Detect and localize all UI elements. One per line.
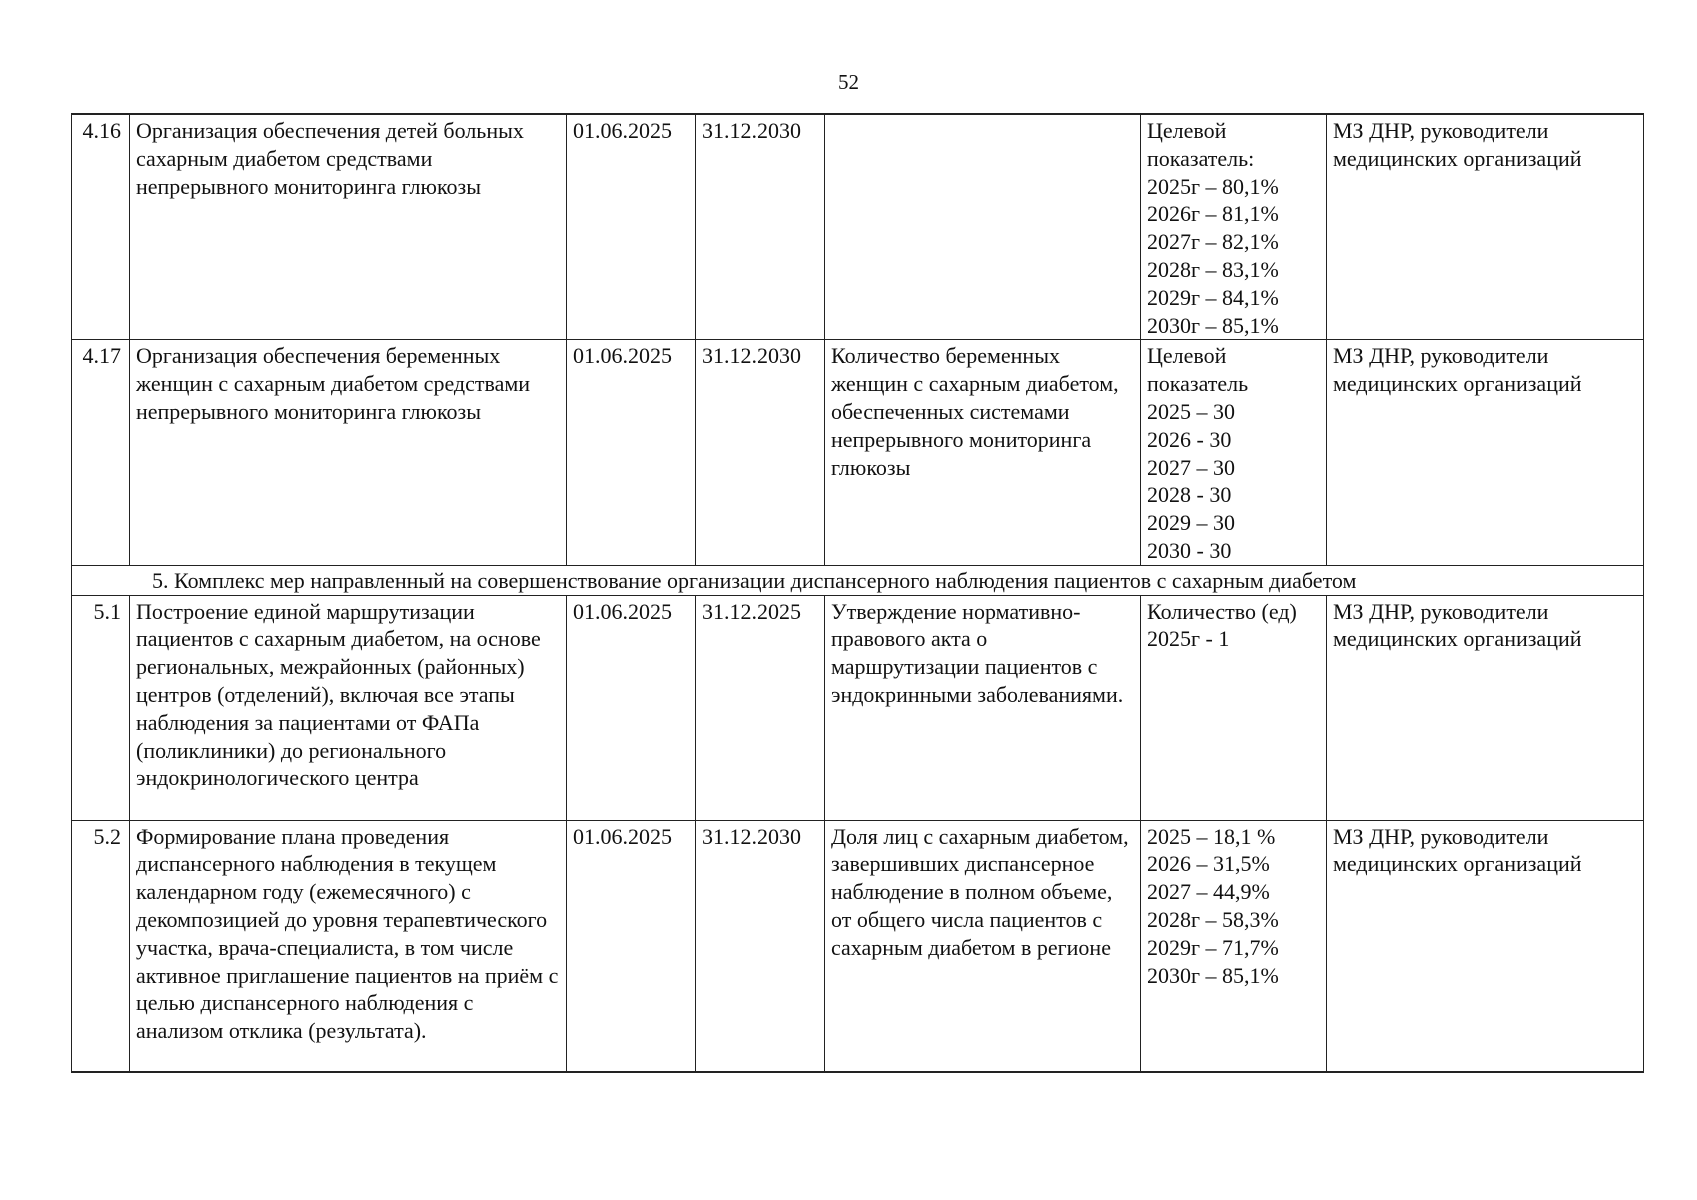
start-date-cell: 01.06.2025 bbox=[567, 340, 696, 565]
table-row bbox=[72, 595, 1644, 820]
start-date-cell: 01.06.2025 bbox=[567, 595, 696, 820]
start-date-cell: 01.06.2025 bbox=[567, 114, 696, 340]
responsible-cell: МЗ ДНР, руководители медицинских организаций bbox=[1327, 340, 1644, 565]
table-row bbox=[72, 340, 1644, 565]
indicator-cell: Целевой показатель 2025 – 30 2026 - 30 2027 – 30 2028 - 30 2029 – 30 2030 - 30 bbox=[1141, 340, 1327, 565]
page-number: 52 bbox=[838, 70, 859, 94]
section-title: 5. Комплекс мер направленный на совершенствование организации диспансерного наблюдения пациентов с сахарным диабетом bbox=[72, 565, 1644, 595]
end-date-cell: 31.12.2030 bbox=[696, 340, 825, 565]
result-cell: Утверждение нормативно-правового акта о маршрутизации пациентов с эндокринными заболеваниями. bbox=[825, 595, 1141, 820]
indicator-cell: Целевой показатель: 2025г – 80,1% 2026г – 81,1% 2027г – 82,1% 2028г – 83,1% 2029г – 84,1% 2030г – 85,1% bbox=[1141, 114, 1327, 340]
end-date-cell: 31.12.2030 bbox=[696, 820, 825, 1072]
activity-cell: Формирование плана проведения диспансерного наблюдения в текущем календарном году (ежемесячного) с декомпозицией до уровня терапевтического участка, врача-специалиста, в том числе активное приглашение пациентов на приём с целью диспансерного наблюдения с анализом отклика (результата). bbox=[130, 820, 567, 1072]
table-row bbox=[72, 114, 1644, 340]
row-number: 4.16 bbox=[72, 114, 130, 340]
plan-table bbox=[71, 113, 1644, 1073]
result-cell: Количество беременных женщин с сахарным диабетом, обеспеченных системами непрерывного мониторинга глюкозы bbox=[825, 340, 1141, 565]
row-number: 4.17 bbox=[72, 340, 130, 565]
section-header-row bbox=[72, 565, 1644, 595]
responsible-cell: МЗ ДНР, руководители медицинских организаций bbox=[1327, 114, 1644, 340]
row-number: 5.2 bbox=[72, 820, 130, 1072]
responsible-cell: МЗ ДНР, руководители медицинских организаций bbox=[1327, 595, 1644, 820]
activity-cell: Организация обеспечения беременных женщин с сахарным диабетом средствами непрерывного мониторинга глюкозы bbox=[130, 340, 567, 565]
end-date-cell: 31.12.2025 bbox=[696, 595, 825, 820]
row-number: 5.1 bbox=[72, 595, 130, 820]
responsible-cell: МЗ ДНР, руководители медицинских организаций bbox=[1327, 820, 1644, 1072]
activity-cell: Организация обеспечения детей больных сахарным диабетом средствами непрерывного мониторинга глюкозы bbox=[130, 114, 567, 340]
table-row bbox=[72, 820, 1644, 1072]
indicator-cell: 2025 – 18,1 % 2026 – 31,5% 2027 – 44,9% 2028г – 58,3% 2029г – 71,7% 2030г – 85,1% bbox=[1141, 820, 1327, 1072]
start-date-cell: 01.06.2025 bbox=[567, 820, 696, 1072]
result-cell: Доля лиц с сахарным диабетом, завершивших диспансерное наблюдение в полном объеме, от общего числа пациентов с сахарным диабетом в регионе bbox=[825, 820, 1141, 1072]
activity-cell: Построение единой маршрутизации пациентов с сахарным диабетом, на основе региональных, межрайонных (районных) центров (отделений), включая все этапы наблюдения за пациентами от ФАПа (поликлиники) до регионального эндокринологического центра bbox=[130, 595, 567, 820]
indicator-cell: Количество (ед) 2025г - 1 bbox=[1141, 595, 1327, 820]
end-date-cell: 31.12.2030 bbox=[696, 114, 825, 340]
result-cell bbox=[825, 114, 1141, 340]
